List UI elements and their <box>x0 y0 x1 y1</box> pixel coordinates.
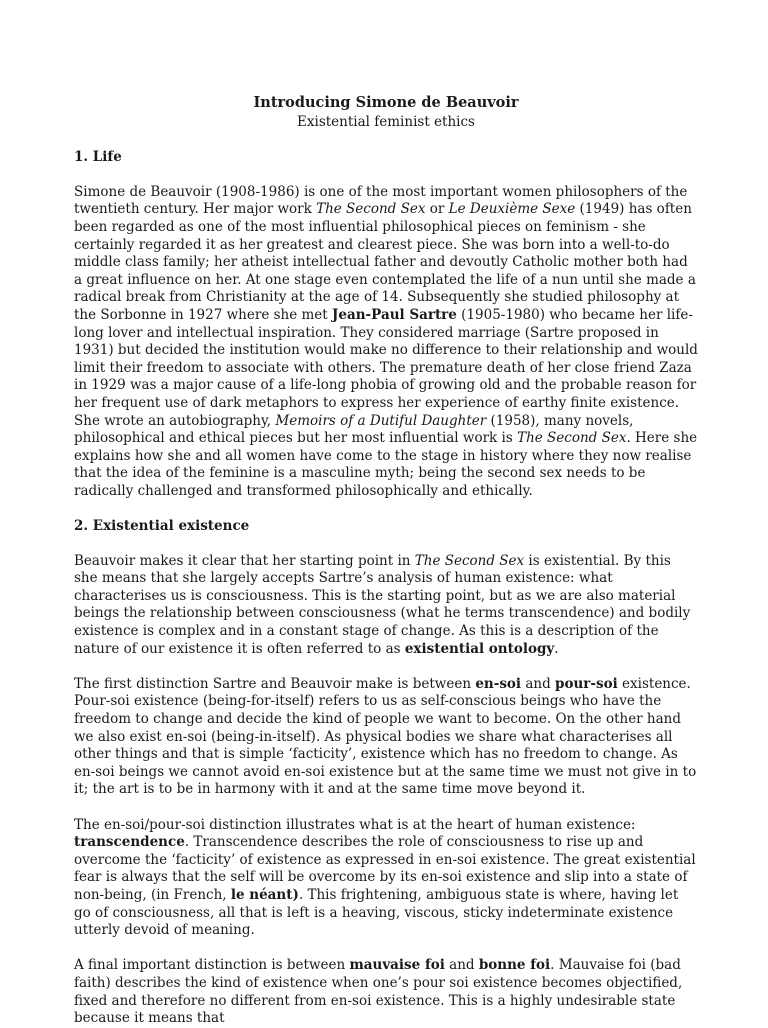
paragraph: A final important distinction is between mauvaise foi and bonne foi. Mauvaise foi (bad faith) describes the kind of existence when one’s pour soi existence becomes objectified, fixed and therefore no different from en-soi existence. This is a highly undesirable state because it means that <box>74 957 683 1027</box>
bold-term: Jean-Paul Sartre <box>332 306 457 323</box>
bold-term: bonne foi <box>478 957 551 974</box>
bold-term: mauvaise foi <box>349 957 445 974</box>
italic-text: The Second Sex <box>316 201 426 218</box>
section-heading: 2. Existential existence <box>74 518 250 535</box>
paragraph: Simone de Beauvoir (1908-1986) is one of the most important women philosophers of the twentieth century. Her major work The Second Sex or Le Deuxième Sexe (1949) has often been regarded as one of the most influential philosophical pieces on feminism - she certainly regarded it as her greatest and clearest piece. She was born into a well-to-do middle class family; her atheist intellectual father and devoutly Catholic mother both had a great influence on her. At one stage even contemplated the life of a nun until she made a radical break from Christianity at the age of 14. Subsequently she studied philosophy at the Sorbonne in 1927 where she met Jean-Paul Sartre (1905-1980) who became her life-long lover and intellectual inspiration. They considered marriage (Sartre proposed in 1931) but decided the institution would make no difference to their relationship and would limit their freedom to associate with others. The premature death of her close friend Zaza in 1929 was a major cause of a life-long phobia of growing old and the probable reason for her frequent use of dark metaphors to express her experience of earthy finite existence. She wrote an autobiography, Memoirs of a Dutiful Daughter (1958), many novels, philosophical and ethical pieces but her most influential work is The Second Sex. Here she explains how she and all women have come to the stage in history where they now realise that the idea of the feminine is a masculine myth; being the second sex needs to be radically challenged and transformed philosophically and ethically. <box>74 183 698 499</box>
italic-text: Memoirs of a Dutiful Daughter <box>275 412 487 429</box>
italic-text: The Second Sex <box>517 430 627 447</box>
italic-text: The Second Sex <box>414 552 525 569</box>
bold-term: transcendence <box>74 834 185 851</box>
paragraph: The en-soi/pour-soi distinction illustrates what is at the heart of human existence: transcendence. Transcendence describes the role of consciousness to rise up and overcome the ‘facticity’ of existence as expressed in en-soi existence. The great existential fear is always that the self will be overcome by its en-soi existence and slip into a state of non-being, (in French, le néant). This frightening, ambiguous state is where, having let go of consciousness, all that is left is a heaving, viscous, sticky indeterminate existence utterly devoid of meaning. <box>74 816 696 939</box>
section-heading: 1. Life <box>74 149 122 166</box>
paragraph: The first distinction Sartre and Beauvoir make is between en-soi and pour-soi existence. Pour-soi existence (being-for-itself) refers to us as self-conscious beings who have the freedom to change and decide the kind of people we want to become. On the other hand we also exist en-soi (being-in-itself). As physical bodies we share what characterises all other things and that is simple ‘facticity’, existence which has no freedom to change. As en-soi beings we cannot avoid en-soi existence but at the same time we must not give in to it; the art is to be in harmony with it and at the same time move beyond it. <box>74 675 697 798</box>
italic-text: Le Deuxième Sexe <box>448 201 576 218</box>
bold-term: le néant) <box>230 886 299 903</box>
paragraph: Beauvoir makes it clear that her starting point in The Second Sex is existential. By this she means that she largely accepts Sartre’s analysis of human existence: what characterises us is consciousness. This is the starting point, but as we are also material beings the relationship between consciousness (what he terms transcendence) and bodily existence is complex and in a constant stage of change. As this is a description of the nature of our existence it is often referred to as existential ontology. <box>74 552 691 657</box>
bold-term: pour-soi <box>555 675 618 692</box>
document-subtitle: Existential feminist ethics <box>297 113 475 130</box>
bold-term: en-soi <box>475 675 522 692</box>
document-title: Introducing Simone de Beauvoir <box>253 94 519 111</box>
section-life <box>74 149 698 500</box>
section-existential-existence <box>74 518 698 1028</box>
bold-term: existential ontology <box>404 640 555 657</box>
